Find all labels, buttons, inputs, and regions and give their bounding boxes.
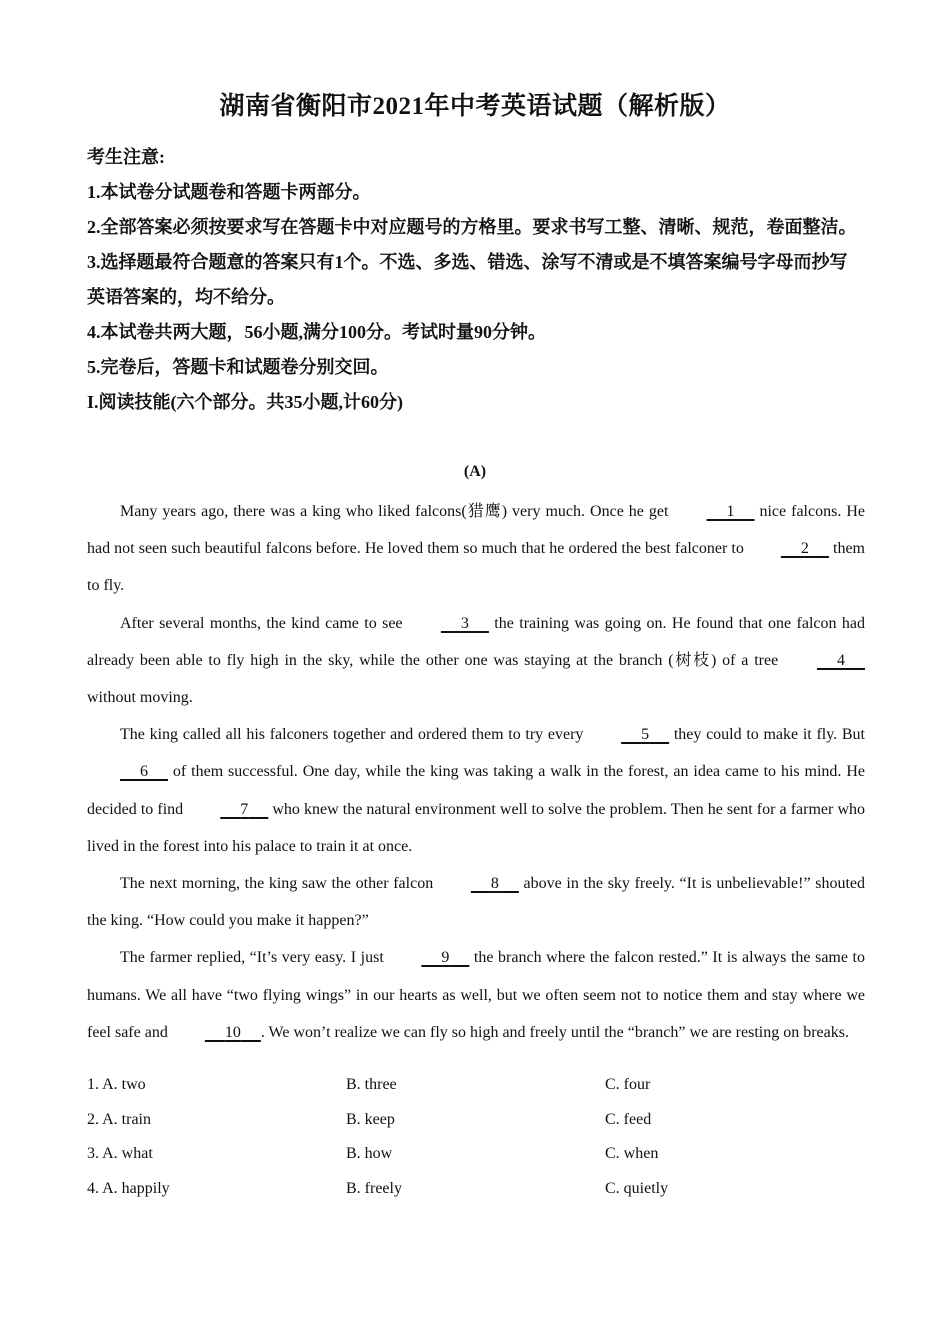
cloze-blank: 9 xyxy=(441,949,450,967)
passage-text: nice falcons. He had not seen such beautiful falcons before. He loved them so much that he ordered the best falconer to xyxy=(87,503,865,558)
cloze-passage xyxy=(87,493,865,1051)
option-b: B. three xyxy=(346,1076,397,1093)
passage-paragraph xyxy=(87,493,865,605)
passage-text: Many years ago, there was a king who liked falcons(猎鹰) very much. Once he get xyxy=(120,503,674,520)
option-b: B. how xyxy=(346,1145,393,1162)
option-c: C. four xyxy=(605,1076,651,1093)
cloze-blank: 5 xyxy=(641,726,650,744)
section-a-label: (A) xyxy=(463,463,487,480)
option-b: B. freely xyxy=(346,1179,402,1197)
cloze-blank: 1 xyxy=(726,503,735,520)
passage-paragraph xyxy=(87,939,865,1051)
option-a: 4. A. happily xyxy=(87,1179,170,1197)
notice-item: 5.完卷后，答题卡和试题卷分别交回。 xyxy=(87,357,389,377)
page-title: 湖南省衡阳市2021年中考英语试题（解析版） xyxy=(219,93,731,120)
passage-text: . We won’t realize we can fly so high and freely until the “branch” we are resting on breaks. xyxy=(260,1023,849,1041)
cloze-blank: 2 xyxy=(800,540,809,558)
passage-text: them to fly. xyxy=(87,540,865,595)
passage-text: the branch where the falcon rested.” It is always the same to humans. We all have “two flying wings” in our hearts as well, but we often seem not to notice them and stay where we feel safe and xyxy=(87,949,866,1041)
passage-paragraph xyxy=(87,716,865,865)
notice-item: 4.本试卷共两大题，56小题,满分100分。考试时量90分钟。 xyxy=(87,322,546,342)
cloze-blank: 3 xyxy=(460,614,469,632)
cloze-blank: 4 xyxy=(837,651,845,669)
option-a: 2. A. train xyxy=(87,1110,151,1128)
option-row xyxy=(87,1076,867,1111)
passage-text: the training was going on. He found that one falcon had already been able to fly high in the sky, while the other one was staying at the branch (树枝) of a tree xyxy=(87,614,866,669)
passage-paragraph xyxy=(87,605,865,717)
passage-text: they could to make it fly. But xyxy=(669,726,865,744)
notice-item: 2.全部答案必须按要求写在答题卡中对应题号的方格里。要求书写工整、清晰、规范，卷面整洁。 xyxy=(87,217,857,237)
option-b: B. keep xyxy=(346,1110,395,1128)
option-row xyxy=(87,1111,867,1146)
passage-text: of them successful. One day, while the king was taking a walk in the forest, an idea came to his mind. He decided to find xyxy=(87,763,865,818)
answer-options xyxy=(87,1076,867,1214)
option-row xyxy=(87,1180,867,1215)
option-c: C. quietly xyxy=(605,1179,669,1197)
notice-block xyxy=(87,140,862,420)
option-c: C. feed xyxy=(605,1110,652,1128)
passage-text: The king called all his falconers together and ordered them to try every xyxy=(120,726,589,744)
notice-heading: 考生注意: xyxy=(87,147,165,167)
notice-item: 1.本试卷分试题卷和答题卡两部分。 xyxy=(87,182,371,202)
cloze-blank: 10 xyxy=(224,1023,241,1041)
section-heading: I.阅读技能(六个部分。共35小题,计60分) xyxy=(87,392,403,412)
passage-paragraph xyxy=(87,865,865,939)
cloze-blank: 6 xyxy=(140,763,148,781)
option-c: C. when xyxy=(605,1145,659,1162)
passage-text: without moving. xyxy=(87,689,193,707)
option-row xyxy=(87,1145,867,1180)
notice-item: 3.选择题最符合题意的答案只有1个。不选、多选、错选、涂写不清或是不填答案编号字母而抄写英语答案的，均不给分。 xyxy=(87,252,848,307)
passage-text: After several months, the kind came to see xyxy=(120,614,408,632)
passage-text: above in the sky freely. “It is unbelievable!” shouted the king. “How could you make it happen?” xyxy=(87,875,865,930)
option-a: 3. A. what xyxy=(87,1145,153,1162)
option-a: 1. A. two xyxy=(87,1076,146,1093)
passage-text: The next morning, the king saw the other falcon xyxy=(120,875,438,893)
passage-text: The farmer replied, “It’s very easy. I just xyxy=(120,949,389,967)
cloze-blank: 7 xyxy=(240,800,249,818)
cloze-blank: 8 xyxy=(490,875,499,893)
passage-text: who knew the natural environment well to solve the problem. Then he sent for a farmer who lived in the forest into his palace to train it at once. xyxy=(87,800,865,855)
